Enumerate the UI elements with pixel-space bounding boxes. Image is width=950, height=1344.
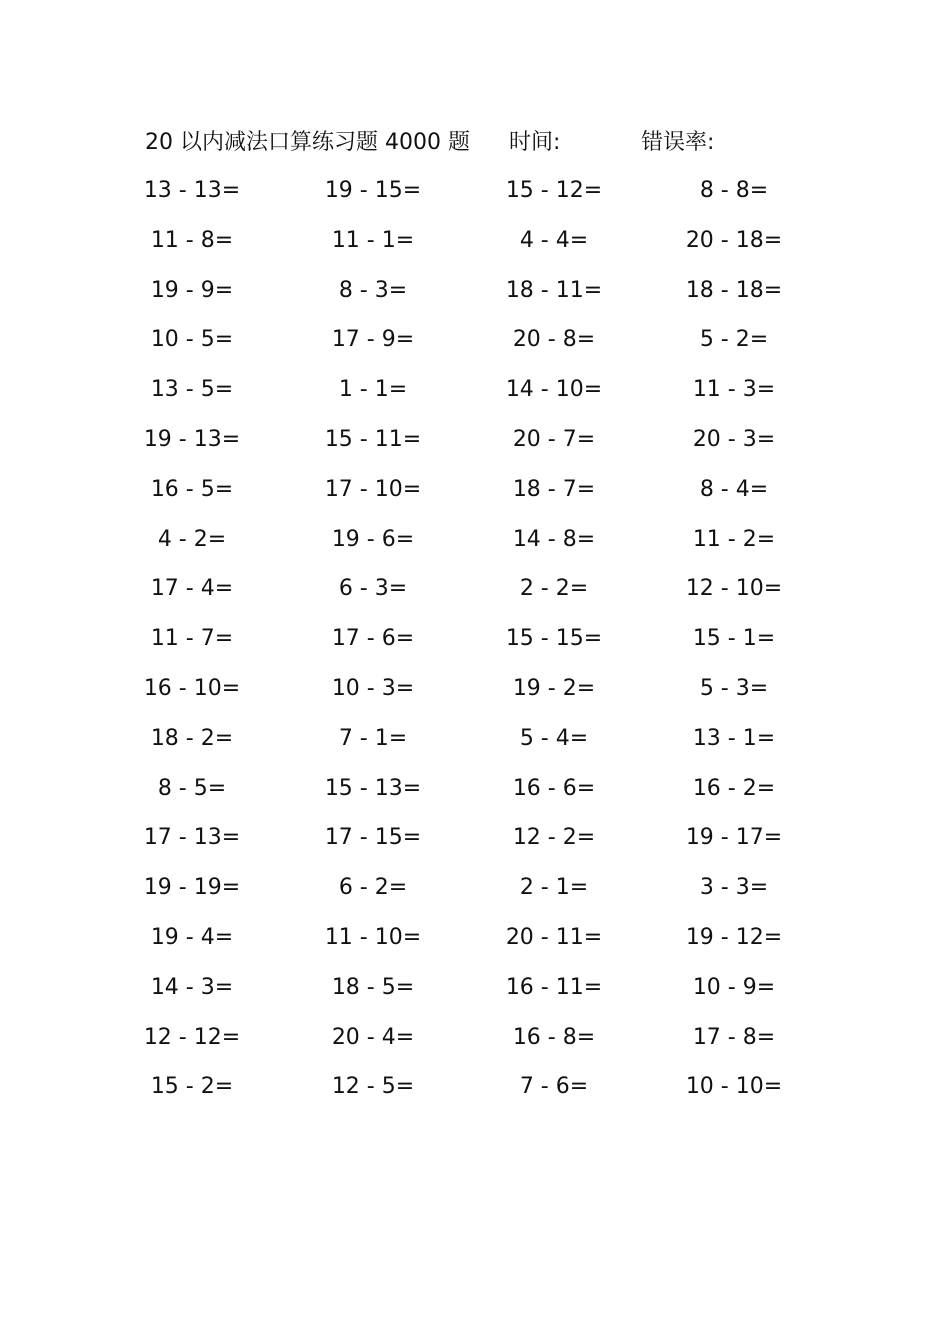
problem-item: 15 - 13= xyxy=(324,775,422,801)
problem-grid xyxy=(0,174,950,1120)
problem-item: 16 - 10= xyxy=(143,675,241,701)
problem-item: 18 - 2= xyxy=(150,725,234,751)
problem-item: 7 - 6= xyxy=(519,1074,589,1100)
problem-item: 5 - 4= xyxy=(519,725,589,751)
problem-item: 19 - 9= xyxy=(150,277,234,303)
problem-item: 1 - 1= xyxy=(338,377,408,403)
problem-item: 8 - 3= xyxy=(338,277,408,303)
problem-item: 4 - 4= xyxy=(519,227,589,253)
problem-item: 15 - 15= xyxy=(505,626,603,652)
problem-item: 10 - 3= xyxy=(331,675,415,701)
problem-row xyxy=(0,323,950,373)
problem-item: 14 - 10= xyxy=(505,377,603,403)
problem-item: 19 - 19= xyxy=(143,875,241,901)
problem-item: 17 - 8= xyxy=(692,1024,776,1050)
problem-item: 8 - 5= xyxy=(157,775,227,801)
problem-item: 6 - 2= xyxy=(338,875,408,901)
problem-item: 18 - 7= xyxy=(512,476,596,502)
problem-item: 10 - 9= xyxy=(692,974,776,1000)
problem-item: 2 - 1= xyxy=(519,875,589,901)
problem-item: 20 - 3= xyxy=(692,426,776,452)
problem-item: 17 - 15= xyxy=(324,825,422,851)
problem-row xyxy=(0,1021,950,1071)
problem-item: 12 - 12= xyxy=(143,1024,241,1050)
problem-row xyxy=(0,473,950,523)
problem-item: 20 - 4= xyxy=(331,1024,415,1050)
problem-row xyxy=(0,921,950,971)
error-rate-label: 错误率: xyxy=(641,130,715,155)
problem-item: 8 - 8= xyxy=(699,178,769,203)
problem-item: 11 - 8= xyxy=(150,227,234,253)
problem-item: 19 - 13= xyxy=(143,426,241,452)
problem-item: 16 - 8= xyxy=(512,1024,596,1050)
problem-row xyxy=(0,622,950,672)
problem-item: 11 - 2= xyxy=(692,526,776,552)
problem-row xyxy=(0,174,950,224)
problem-item: 19 - 2= xyxy=(512,675,596,701)
problem-row xyxy=(0,373,950,423)
problem-item: 13 - 1= xyxy=(692,725,776,751)
problem-item: 17 - 10= xyxy=(324,476,422,502)
problem-item: 10 - 5= xyxy=(150,327,234,353)
problem-item: 11 - 10= xyxy=(324,924,422,950)
problem-item: 10 - 10= xyxy=(685,1074,783,1100)
problem-item: 15 - 1= xyxy=(692,626,776,652)
problem-item: 11 - 3= xyxy=(692,377,776,403)
problem-item: 20 - 7= xyxy=(512,426,596,452)
problem-item: 13 - 13= xyxy=(143,178,241,203)
problem-item: 15 - 11= xyxy=(324,426,422,452)
problem-item: 11 - 7= xyxy=(150,626,234,652)
problem-item: 20 - 18= xyxy=(685,227,783,253)
problem-item: 15 - 12= xyxy=(505,178,603,203)
problem-row xyxy=(0,821,950,871)
problem-item: 16 - 6= xyxy=(512,775,596,801)
problem-item: 17 - 6= xyxy=(331,626,415,652)
problem-item: 16 - 5= xyxy=(150,476,234,502)
problem-row xyxy=(0,224,950,274)
problem-row xyxy=(0,772,950,822)
worksheet-header xyxy=(145,126,845,160)
problem-item: 19 - 15= xyxy=(324,178,422,203)
problem-item: 14 - 3= xyxy=(150,974,234,1000)
problem-row xyxy=(0,871,950,921)
problem-row xyxy=(0,523,950,573)
problem-item: 18 - 11= xyxy=(505,277,603,303)
problem-row xyxy=(0,672,950,722)
problem-item: 17 - 9= xyxy=(331,327,415,353)
problem-row xyxy=(0,971,950,1021)
problem-item: 16 - 2= xyxy=(692,775,776,801)
time-label: 时间: xyxy=(509,130,561,155)
problem-item: 19 - 6= xyxy=(331,526,415,552)
problem-item: 7 - 1= xyxy=(338,725,408,751)
problem-item: 12 - 10= xyxy=(685,576,783,602)
problem-item: 17 - 13= xyxy=(143,825,241,851)
problem-row xyxy=(0,572,950,622)
problem-item: 8 - 4= xyxy=(699,476,769,502)
problem-item: 13 - 5= xyxy=(150,377,234,403)
problem-item: 14 - 8= xyxy=(512,526,596,552)
problem-item: 2 - 2= xyxy=(519,576,589,602)
problem-item: 4 - 2= xyxy=(157,526,227,552)
problem-item: 19 - 12= xyxy=(685,924,783,950)
problem-item: 19 - 4= xyxy=(150,924,234,950)
problem-item: 15 - 2= xyxy=(150,1074,234,1100)
problem-item: 6 - 3= xyxy=(338,576,408,602)
problem-item: 12 - 5= xyxy=(331,1074,415,1100)
problem-row xyxy=(0,722,950,772)
problem-row xyxy=(0,1070,950,1120)
problem-item: 20 - 11= xyxy=(505,924,603,950)
problem-row xyxy=(0,423,950,473)
problem-item: 17 - 4= xyxy=(150,576,234,602)
problem-item: 11 - 1= xyxy=(331,227,415,253)
problem-item: 3 - 3= xyxy=(699,875,769,901)
problem-item: 5 - 3= xyxy=(699,675,769,701)
problem-item: 20 - 8= xyxy=(512,327,596,353)
worksheet-title: 20 以内减法口算练习题 4000 题 xyxy=(145,130,470,155)
problem-row xyxy=(0,274,950,324)
problem-item: 19 - 17= xyxy=(685,825,783,851)
problem-item: 16 - 11= xyxy=(505,974,603,1000)
problem-item: 18 - 18= xyxy=(685,277,783,303)
problem-item: 12 - 2= xyxy=(512,825,596,851)
problem-item: 18 - 5= xyxy=(331,974,415,1000)
problem-item: 5 - 2= xyxy=(699,327,769,353)
